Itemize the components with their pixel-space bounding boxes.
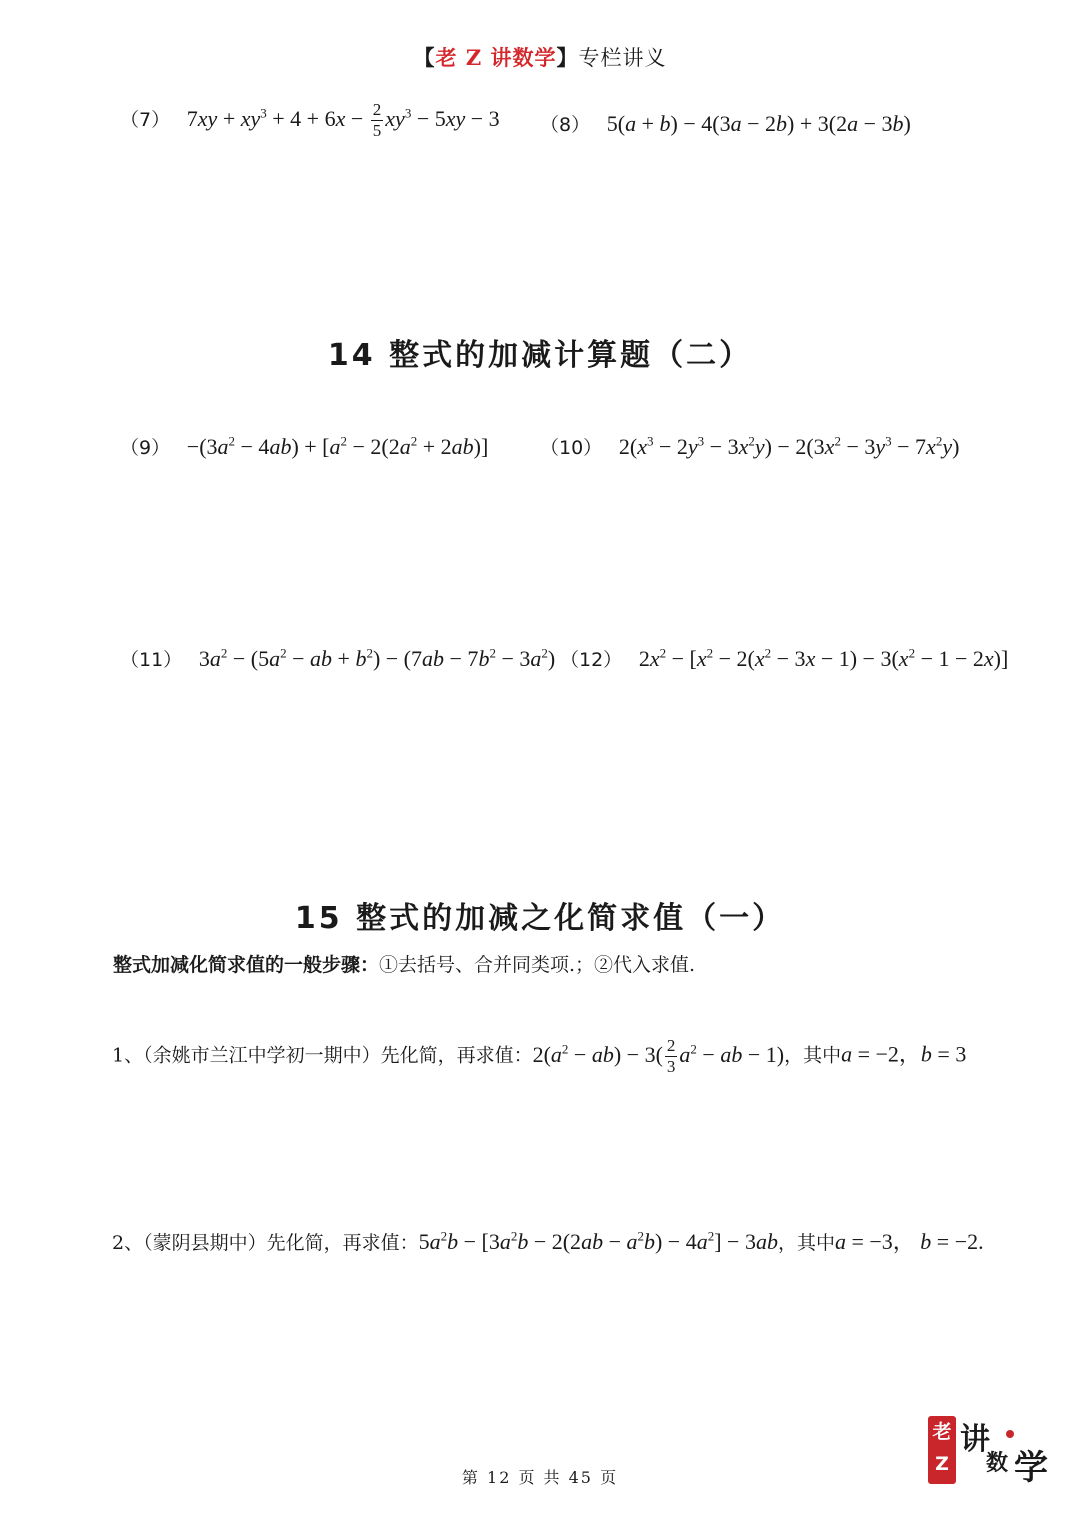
section-title-15: 15 整式的加减之化简求值（一） (294, 901, 786, 936)
question-where: ，其中 (777, 1232, 835, 1254)
question-values: a = −2，b = 3 (841, 1041, 967, 1067)
question-prefix: 1、（余姚市兰江中学初一期中）先化简，再求值： (112, 1044, 533, 1067)
question-where: ，其中 (784, 1044, 842, 1067)
steps-label: 整式加减化简求值的一般步骤： (113, 954, 380, 976)
question-2 (112, 1225, 984, 1256)
seal-char: 讲 (960, 1422, 990, 1457)
seal-char: Z (935, 1453, 949, 1475)
header-suffix: 专栏讲义 (578, 46, 667, 70)
header-brand: 老 Z 讲数学 (435, 45, 557, 70)
fraction: $\frac{2}{5}$ (372, 100, 382, 140)
question-prefix: 2、（蒙阴县期中）先化简，再求值： (112, 1232, 419, 1254)
problem-8 (540, 110, 911, 137)
header-close-bracket: 】 (556, 45, 579, 70)
question-1 (112, 1036, 966, 1077)
seal-dot (1006, 1430, 1014, 1438)
problem-number: （11） (120, 649, 183, 671)
problem-expression: $2(x^3 - 2y^3 - 3x^2y) - 2(3x^2 - 3y^3 - 7x^2y)$ (618, 433, 960, 459)
problem-12 (560, 645, 1008, 672)
problem-10 (540, 433, 959, 460)
problem-7 (120, 100, 500, 141)
page-header (0, 42, 1080, 72)
problem-number: （7） (120, 108, 171, 131)
seal-red-stamp (928, 1416, 956, 1484)
problem-number: （8） (540, 114, 591, 136)
problem-9 (120, 433, 488, 460)
section-title-14: 14 整式的加减计算题（二） (327, 338, 753, 373)
problem-expression: $3a^2 - (5a^2$ − ab + $b^2) - (7ab - 7b^2 - 3a^2)$ (198, 645, 556, 671)
fraction: $\frac{2}{3}$ (666, 1036, 676, 1076)
question-values: a = −3， b = −2. (834, 1229, 984, 1254)
steps-text: ①去括号、合并同类项.；②代入求值. (379, 954, 696, 976)
problem-expression: 5(a + b) − 4(3a − 2b) + 3(2a − 3b) (606, 111, 911, 136)
question-expression: $5a^2b - [3a^2b - 2(2ab - a^2b) - 4a^2] - 3ab$ (418, 1228, 778, 1254)
header-open-bracket: 【 (413, 45, 436, 70)
problem-expression: $2x^2 - [x^2 - 2(x^2 - 3x - 1) - 3(x^2 - 1 - 2x)]$ (638, 645, 1009, 671)
question-expression: $2(a^2 - ab) - 3$( $\frac{2}{3}$ $a^2$ − ab − 1) (532, 1036, 785, 1076)
problem-number: （10） (540, 437, 603, 459)
problem-number: （9） (120, 437, 171, 459)
page-footer: 第 12 页 共 45 页 (461, 1468, 619, 1487)
problem-expression: $7xy + xy^3 + 4 + 6x$ − $\frac{2}{5}$ $xy^3 - 5xy - 3$ (186, 100, 500, 140)
seal-char: 数 (986, 1450, 1009, 1476)
seal-char: 老 (932, 1421, 952, 1443)
problem-expression: $-(3a^2 - 4ab) + [a^2 - 2(2a^2 + 2ab)]$ (186, 433, 489, 459)
problem-11 (120, 645, 555, 672)
problem-number: （12） (560, 649, 623, 671)
brand-seal-logo (928, 1410, 1058, 1490)
general-steps (113, 950, 695, 977)
seal-char: 学 (1014, 1448, 1048, 1488)
